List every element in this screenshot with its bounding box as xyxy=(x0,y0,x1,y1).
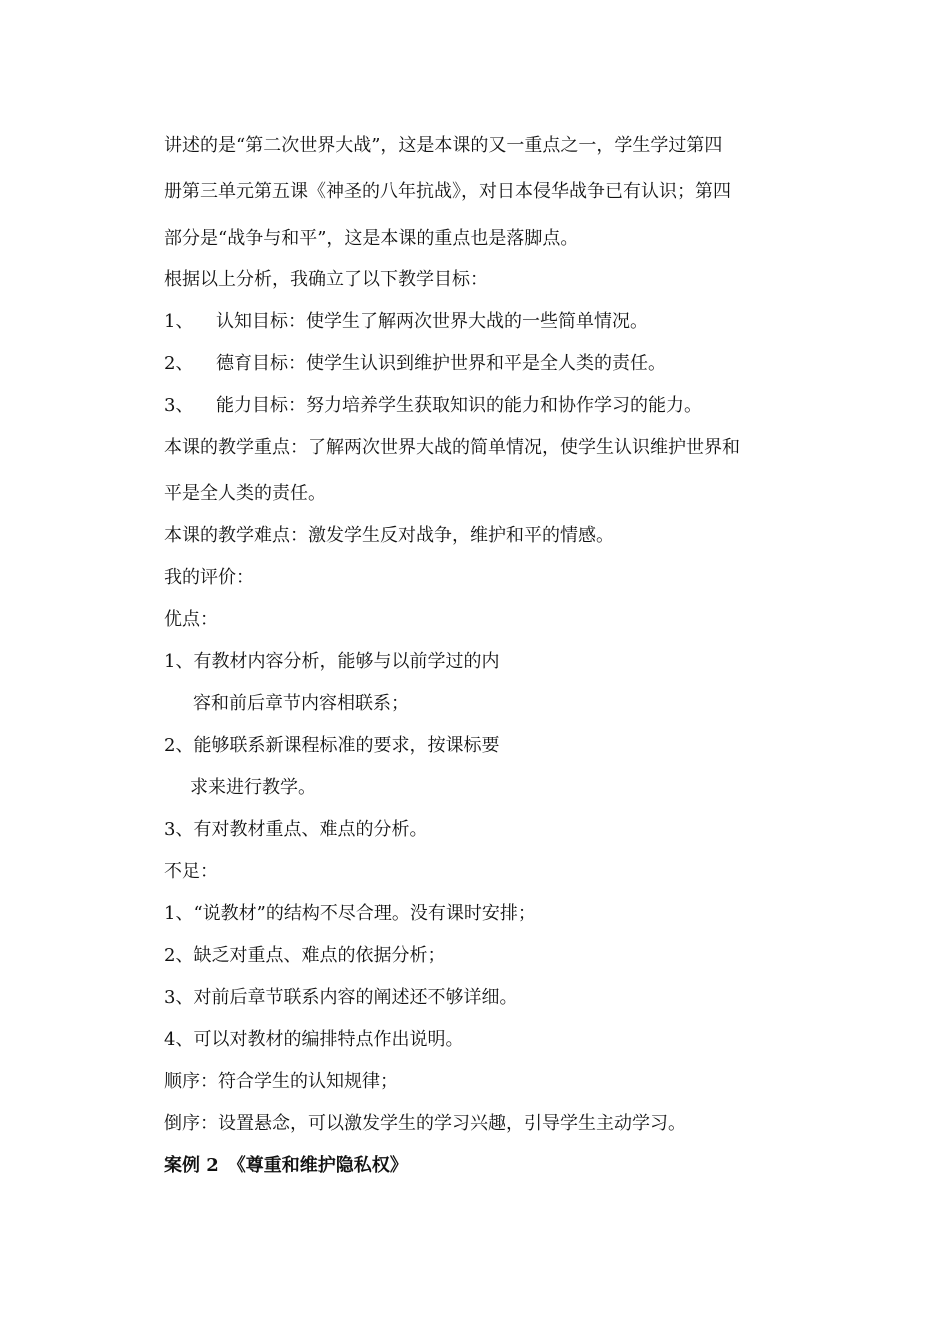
pro-item-2-line-1: 2、能够联系新课程标准的要求，按课标要 xyxy=(164,735,500,756)
goal-number: 1、 xyxy=(164,311,194,332)
intro-line-3: 部分是“战争与和平”，这是本课的重点也是落脚点。 xyxy=(164,228,579,249)
reverse-order-text: 倒序：设置悬念，可以激发学生的学习兴趣，引导学生主动学习。 xyxy=(164,1113,686,1134)
con-item-4: 4、可以对教材的编排特点作出说明。 xyxy=(164,1029,464,1050)
intro-line-2: 册第三单元第五课《神圣的八年抗战》，对日本侵华战争已有认识；第四 xyxy=(164,181,731,202)
case-heading: 案例 2 《尊重和维护隐私权》 xyxy=(164,1155,408,1176)
goal-text: 能力目标：努力培养学生获取知识的能力和协作学习的能力。 xyxy=(216,395,702,416)
intro-line-1: 讲述的是“第二次世界大战”，这是本课的又一重点之一，学生学过第四 xyxy=(164,135,723,156)
difficulty-text: 本课的教学难点：激发学生反对战争，维护和平的情感。 xyxy=(164,525,614,546)
con-item-2: 2、缺乏对重点、难点的依据分析； xyxy=(164,945,446,966)
goal-text: 认知目标：使学生了解两次世界大战的一些简单情况。 xyxy=(216,311,648,332)
con-item-3: 3、对前后章节联系内容的阐述还不够详细。 xyxy=(164,987,518,1008)
pro-item-3: 3、有对教材重点、难点的分析。 xyxy=(164,819,428,840)
goal-item-2 xyxy=(164,352,666,376)
goals-intro: 根据以上分析，我确立了以下教学目标： xyxy=(164,269,488,290)
pro-item-1-line-2: 容和前后章节内容相联系； xyxy=(193,693,409,714)
evaluation-title: 我的评价： xyxy=(164,567,254,588)
pro-item-2-line-2: 求来进行教学。 xyxy=(190,777,316,798)
con-item-1: 1、“说教材”的结构不尽合理。没有课时安排； xyxy=(164,903,536,924)
goal-number: 2、 xyxy=(164,353,194,374)
key-point-line-1: 本课的教学重点：了解两次世界大战的简单情况，使学生认识维护世界和 xyxy=(164,437,740,458)
key-point-line-2: 平是全人类的责任。 xyxy=(164,483,326,504)
order-text: 顺序：符合学生的认知规律； xyxy=(164,1071,398,1092)
cons-title: 不足： xyxy=(164,861,218,882)
pros-title: 优点： xyxy=(164,609,218,630)
goal-text: 德育目标：使学生认识到维护世界和平是全人类的责任。 xyxy=(216,353,666,374)
goal-item-1 xyxy=(164,310,648,334)
goal-number: 3、 xyxy=(164,395,194,416)
pro-item-1-line-1: 1、有教材内容分析，能够与以前学过的内 xyxy=(164,651,500,672)
goal-item-3 xyxy=(164,394,702,418)
